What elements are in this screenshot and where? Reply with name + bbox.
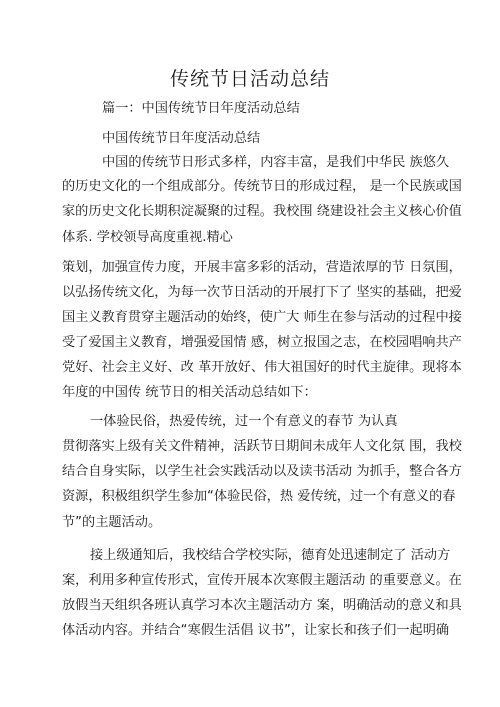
- body-line: 受了爱国主义教育，增强爱国情 感，树立报国之志，在校园唱响共产: [62, 335, 462, 350]
- body-line: 中国的传统节日形式多样，内容丰富，是我们中华民 族悠久: [102, 155, 450, 170]
- body-line: 的历史文化的一个组成部分。传统节日的形成过程， 是一个民族或国: [62, 179, 462, 194]
- body-line: 案，利用多种宣传形式，宣传开展本次寒假主题活动 的重要意义。在: [62, 573, 462, 588]
- document-title: 传统节日活动总结: [169, 68, 330, 90]
- body-line: 放假当天组织各班认真学习本次主题活动方 案，明确活动的意义和具: [62, 598, 462, 613]
- body-line: 结合自身实际，以学生社会实践活动以及读书活动 为抓手，整合各方: [62, 464, 462, 479]
- body-line: 年度的中国传 统节日的相关活动总结如下：: [62, 385, 317, 400]
- body-line: 贯彻落实上级有关文件精神，活跃节日期间未成年人文化氛 围，我校: [62, 439, 462, 454]
- body-line: 党好、社会主义好、改 革开放好、伟大祖国好的时代主旋律。现将本: [62, 360, 462, 375]
- body-line: 以弘扬传统文化，为每一次节日活动的开展打下了 坚实的基础，把爱: [62, 285, 462, 300]
- body-line: 节”的主题活动。: [62, 515, 162, 530]
- body-line: 体系. 学校领导高度重视.精心: [62, 230, 233, 245]
- body-line: 接上级通知后，我校结合学校实际，德育处迅速制定了 活动方: [90, 548, 451, 563]
- section-subtitle: 篇一：中国传统节日年度活动总结: [102, 101, 300, 116]
- body-line: 体活动内容。并结合“寒假生活倡 议书”，让家长和孩子们一起明确: [62, 623, 450, 638]
- body-line: 资源，积极组织学生参加“体验民俗，热 爱传统，过一个有意义的春: [62, 489, 456, 504]
- body-line: 家的历史文化长期积淀凝聚的过程。我校围 绕建设社会主义核心价值: [62, 204, 462, 219]
- section-heading: 中国传统节日年度活动总结: [102, 131, 261, 146]
- body-line: 国主义教育贯穿主题活动的始终，使广大 师生在参与活动的过程中接: [62, 310, 462, 325]
- body-line: 策划，加强宣传力度，开展丰富多彩的活动，营造浓厚的节 日氛围，: [62, 260, 462, 275]
- section-line: 一体验民俗，热爱传统，过一个有意义的春节 为认真: [90, 414, 398, 429]
